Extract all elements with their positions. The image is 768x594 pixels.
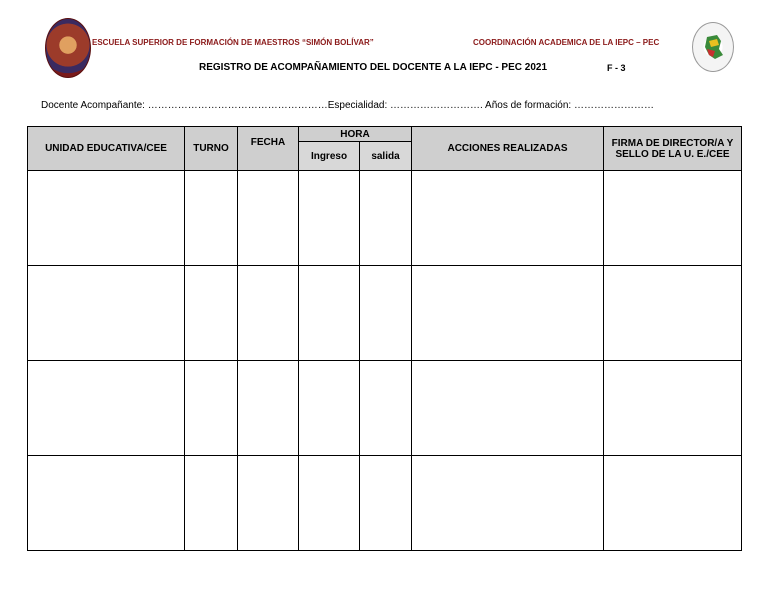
cell-acciones[interactable] (412, 456, 604, 551)
table-row (28, 456, 742, 551)
especialidad-field[interactable]: ………………………. (390, 100, 486, 111)
header-salida: salida (360, 142, 412, 171)
especialidad-label: Especialidad: (327, 100, 391, 111)
cell-firma[interactable] (604, 456, 742, 551)
info-line (41, 100, 654, 111)
cell-turno[interactable] (185, 266, 238, 361)
cell-firma[interactable] (604, 361, 742, 456)
header-firma: FIRMA DE DIRECTOR/A Y SELLO DE LA U. E./CEE (604, 127, 742, 171)
docente-label: Docente Acompañante: (41, 100, 148, 111)
header-turno: TURNO (185, 127, 238, 171)
header-acciones: ACCIONES REALIZADAS (412, 127, 604, 171)
cell-ingreso[interactable] (299, 171, 360, 266)
cell-unidad[interactable] (28, 171, 185, 266)
header-fecha: FECHA (238, 127, 299, 171)
school-name: ESCUELA SUPERIOR DE FORMACIÓN DE MAESTROS “SIMÓN BOLÍVAR” (92, 38, 374, 47)
anios-label: Años de formación: (485, 100, 574, 111)
table-row (28, 266, 742, 361)
table-row (28, 171, 742, 266)
table-row (28, 361, 742, 456)
cell-fecha[interactable] (238, 456, 299, 551)
cell-turno[interactable] (185, 456, 238, 551)
anios-field[interactable]: …………………… (573, 100, 654, 111)
cell-acciones[interactable] (412, 266, 604, 361)
cell-ingreso[interactable] (299, 361, 360, 456)
cell-ingreso[interactable] (299, 266, 360, 361)
form-title: REGISTRO DE ACOMPAÑAMIENTO DEL DOCENTE A LA IEPC - PEC 2021 (199, 62, 548, 73)
cell-acciones[interactable] (412, 361, 604, 456)
cell-fecha[interactable] (238, 361, 299, 456)
cell-ingreso[interactable] (299, 456, 360, 551)
cell-salida[interactable] (360, 171, 412, 266)
coordination-name: COORDINACIÓN ACADEMICA DE LA IEPC – PEC (473, 38, 660, 47)
cell-salida[interactable] (360, 456, 412, 551)
cell-unidad[interactable] (28, 361, 185, 456)
form-code: F - 3 (607, 63, 626, 73)
school-logo (45, 18, 91, 78)
bolivia-seal-logo (692, 22, 734, 72)
cell-fecha[interactable] (238, 171, 299, 266)
cell-unidad[interactable] (28, 266, 185, 361)
cell-acciones[interactable] (412, 171, 604, 266)
header-hora: HORA (299, 127, 412, 142)
cell-firma[interactable] (604, 171, 742, 266)
cell-salida[interactable] (360, 266, 412, 361)
cell-turno[interactable] (185, 171, 238, 266)
cell-unidad[interactable] (28, 456, 185, 551)
docente-field[interactable]: ……………………………………………… (147, 100, 328, 111)
cell-turno[interactable] (185, 361, 238, 456)
header-ingreso: Ingreso (299, 142, 360, 171)
cell-salida[interactable] (360, 361, 412, 456)
cell-fecha[interactable] (238, 266, 299, 361)
registro-table (27, 126, 742, 551)
header-unidad: UNIDAD EDUCATIVA/CEE (28, 127, 185, 171)
cell-firma[interactable] (604, 266, 742, 361)
